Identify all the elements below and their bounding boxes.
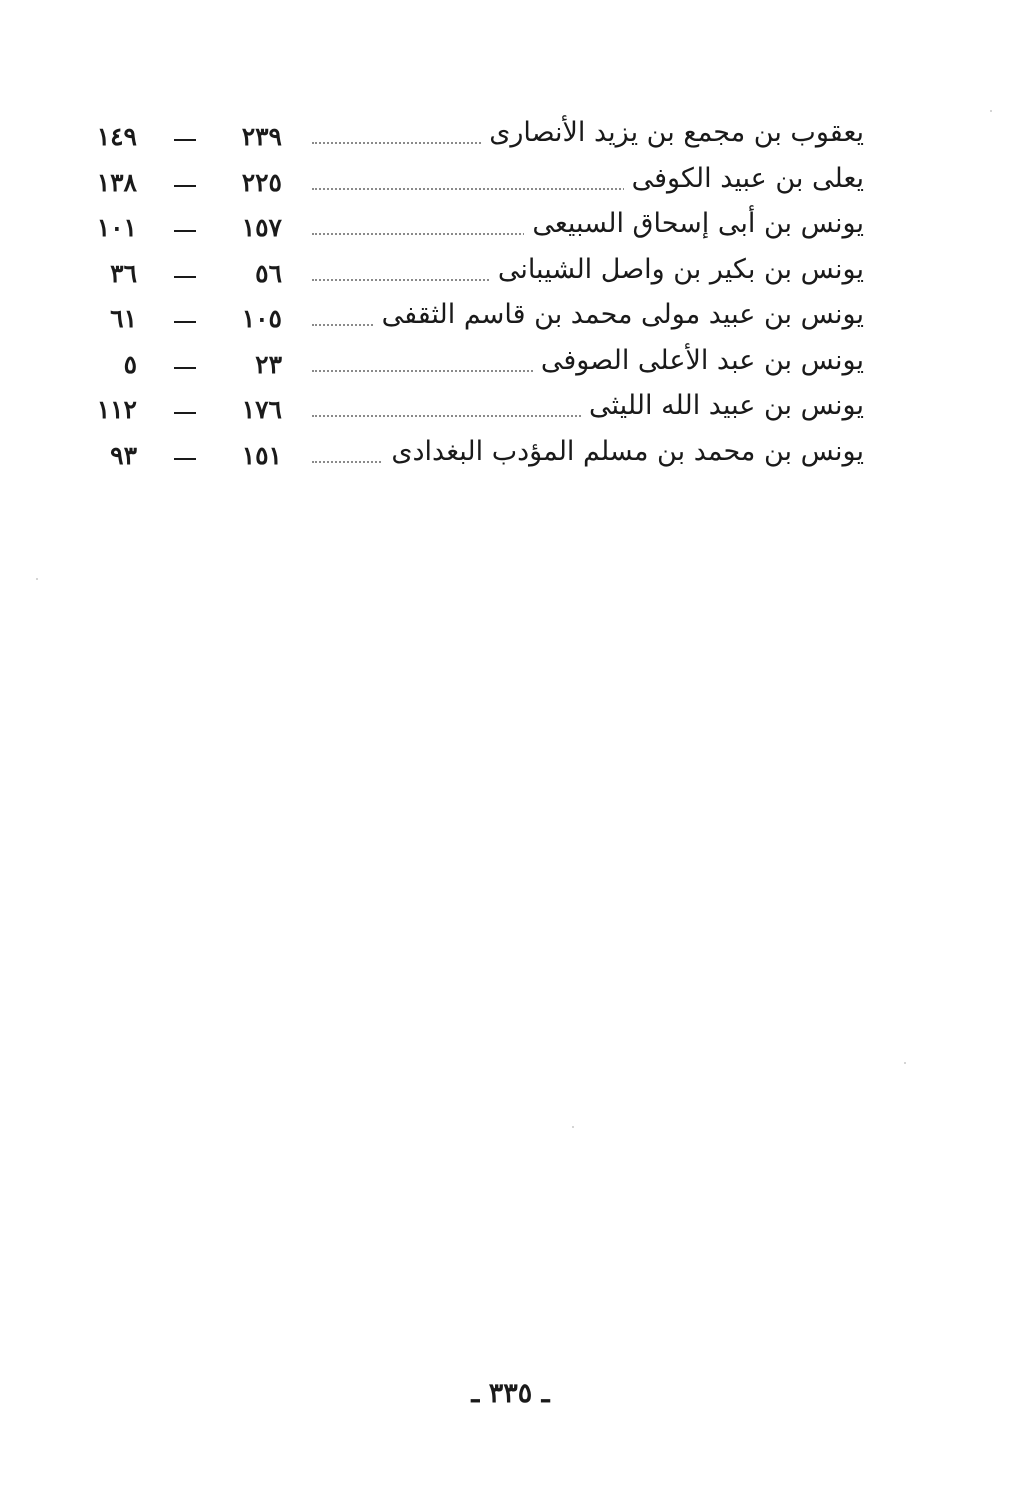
entry-name: يعلى بن عبيد الكوفى <box>624 162 864 196</box>
entry-dash <box>174 412 196 414</box>
entry-first-number: ٥٦ <box>255 258 282 288</box>
entry-first-number: ٢٢٥ <box>241 167 282 197</box>
scan-speck <box>990 110 992 112</box>
index-entry <box>70 112 870 158</box>
index-entry <box>70 249 870 295</box>
entry-dash <box>174 185 196 187</box>
index-entry <box>70 294 870 340</box>
index-list <box>70 112 870 476</box>
entry-second-number: ٩٣ <box>110 440 137 470</box>
entry-dash <box>174 230 196 232</box>
entry-name: يونس بن محمد بن مسلم المؤدب البغدادى <box>383 435 864 469</box>
scan-speck <box>36 578 38 580</box>
entry-second-number: ١١٢ <box>96 395 137 424</box>
entry-name: يونس بن عبيد مولى محمد بن قاسم الثقفى <box>374 298 864 332</box>
scan-speck <box>572 1126 574 1128</box>
index-entry <box>70 385 870 431</box>
entry-second-number: ٦١ <box>110 304 137 333</box>
entry-name: يعقوب بن مجمع بن يزيد الأنصارى <box>481 116 864 150</box>
entry-name: يونس بن بكير بن واصل الشيبانى <box>490 253 864 287</box>
entry-dash <box>174 367 196 369</box>
entry-first-number: ١٥٧ <box>241 213 282 242</box>
entry-dash <box>174 276 196 278</box>
entry-second-number: ١٠١ <box>96 213 137 242</box>
entry-second-number: ٣٦ <box>110 258 137 288</box>
entry-name: يونس بن أبى إسحاق السبيعى <box>524 207 864 241</box>
entry-first-number: ٢٣٩ <box>241 122 282 151</box>
entry-name: يونس بن عبد الأعلى الصوفى <box>533 344 864 378</box>
entry-first-number: ١٥١ <box>241 440 282 470</box>
index-entry <box>70 158 870 204</box>
entry-dash <box>174 139 196 141</box>
page-number: ـ ٣٣٥ ـ <box>471 1378 550 1409</box>
index-entry <box>70 431 870 477</box>
scan-speck <box>904 1062 906 1064</box>
entry-name: يونس بن عبيد الله الليثى <box>581 389 864 423</box>
entry-dash <box>174 321 196 323</box>
index-entry <box>70 203 870 249</box>
entry-second-number: ١٤٩ <box>96 122 137 151</box>
entry-first-number: ١٠٥ <box>241 304 282 333</box>
entry-first-number: ١٧٦ <box>241 395 282 424</box>
entry-second-number: ١٣٨ <box>96 167 137 197</box>
entry-second-number: ٥ <box>123 349 137 379</box>
entry-dash <box>174 458 196 460</box>
entry-first-number: ٢٣ <box>255 349 282 379</box>
index-entry <box>70 340 870 386</box>
